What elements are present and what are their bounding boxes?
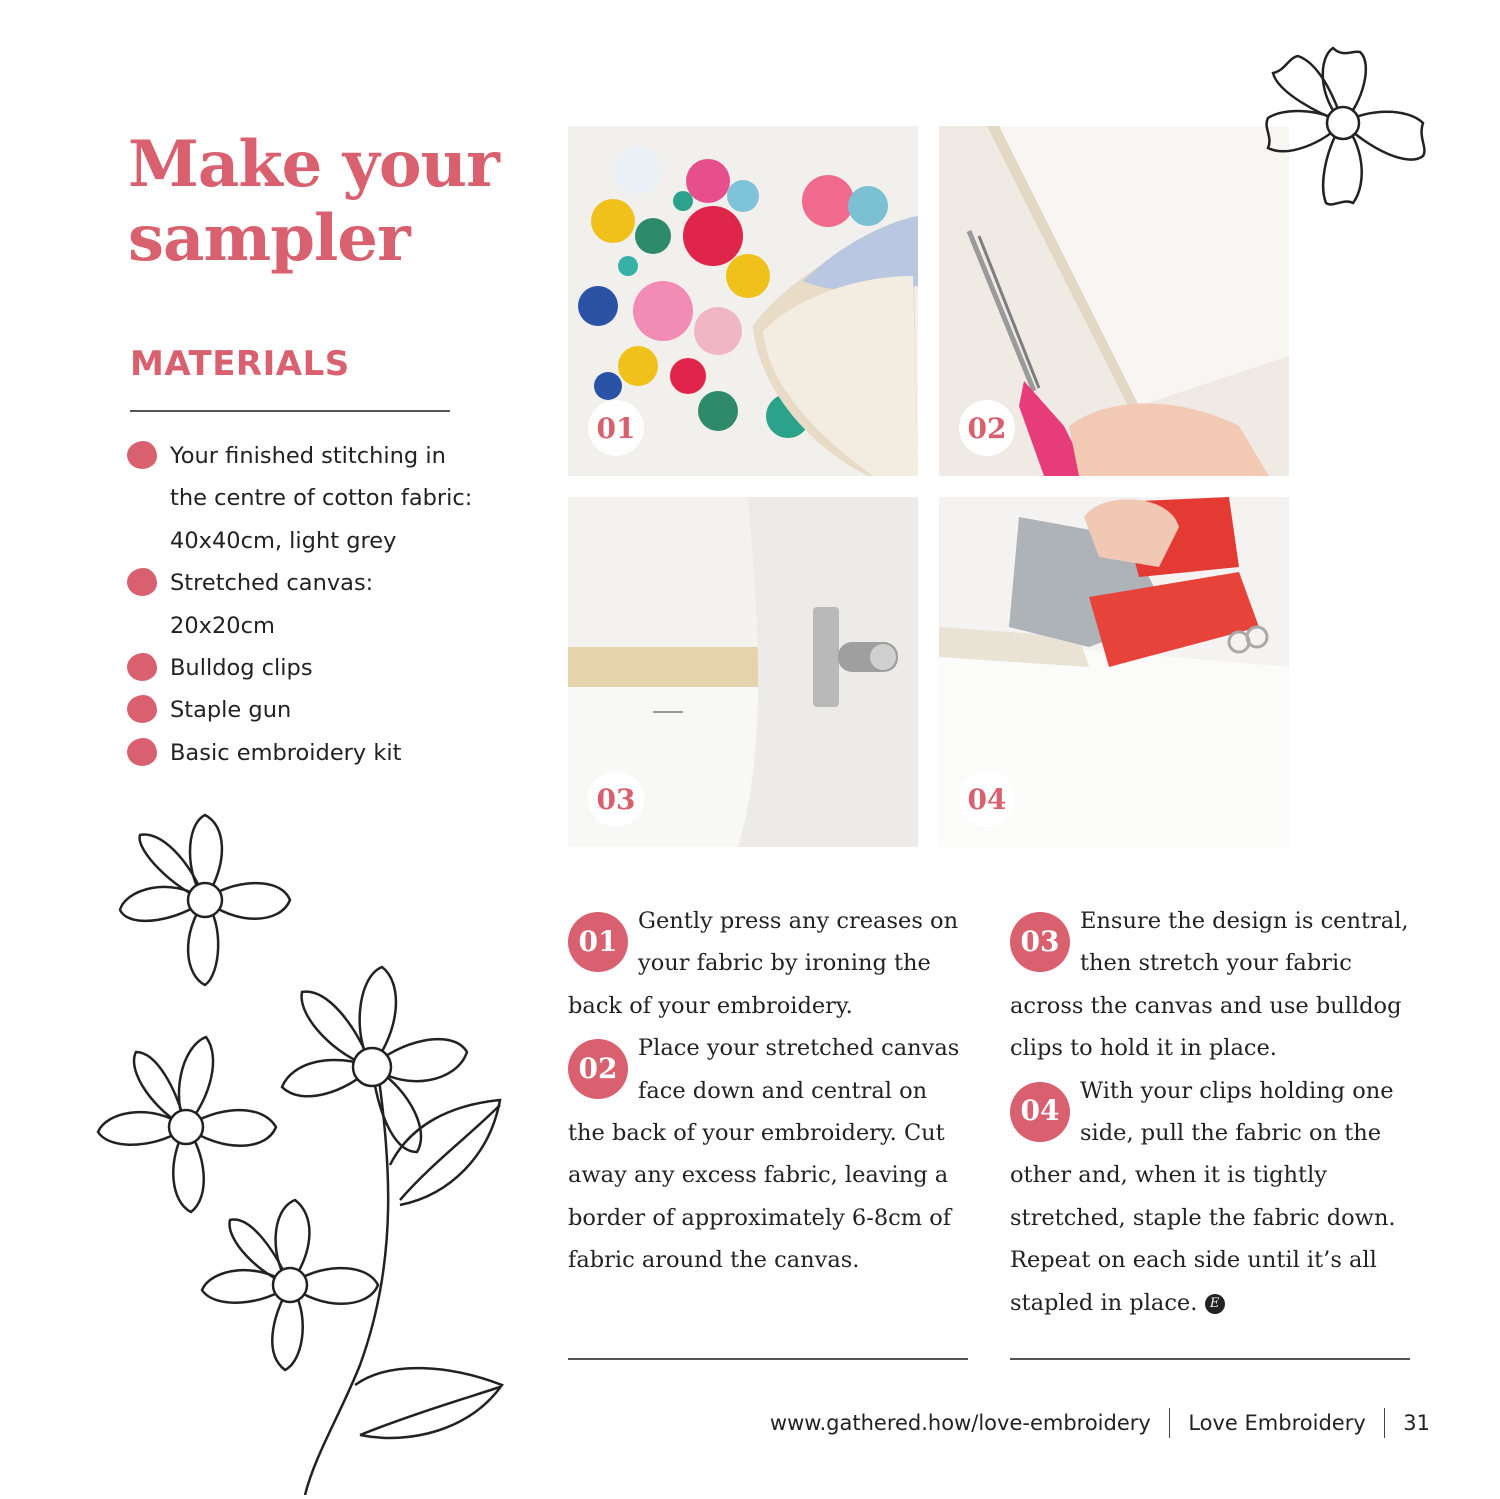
step-paragraph-04 — [1010, 1070, 1410, 1324]
page-footer — [770, 1408, 1430, 1438]
steps-column-right — [1010, 900, 1410, 1324]
step-text: With your clips holding one side, pull the fabric on the other and, when it is tightly stretched, staple the fabric down. Repeat on each side until it’s all stapled in place. — [1010, 1077, 1396, 1316]
step-number-badge: 02 — [568, 1039, 628, 1099]
photo-number-badge: 01 — [588, 400, 644, 456]
step-text: Gently press any creases on your fabric by ironing the back of your embroidery. — [568, 908, 959, 1019]
photo-number-badge: 04 — [959, 771, 1015, 827]
flower-doodle-icon — [1248, 38, 1438, 218]
footer-page-number: 31 — [1403, 1411, 1430, 1435]
list-item — [124, 689, 484, 731]
step-paragraph-02 — [568, 1027, 968, 1281]
title-line-2: sampler — [128, 201, 410, 276]
flower-bouquet-doodle-icon — [90, 805, 520, 1495]
bullet-icon — [127, 738, 157, 766]
step-text: Ensure the design is central, then stretch your fabric across the canvas and use bulldog clips to hold it in place. — [1010, 908, 1409, 1062]
step-number-badge: 01 — [568, 912, 628, 972]
steps-column-left — [568, 900, 968, 1282]
materials-list — [124, 435, 484, 774]
materials-item-text: Staple gun — [170, 697, 292, 724]
step-paragraph-03 — [1010, 900, 1410, 1070]
materials-heading: MATERIALS — [130, 344, 350, 384]
bullet-icon — [127, 568, 157, 596]
materials-item-text: Your finished stitching in the centre of cotton fabric: 40x40cm, light grey — [170, 443, 473, 554]
list-item — [124, 435, 484, 562]
list-item — [124, 647, 484, 689]
list-item — [124, 562, 484, 647]
footer-magazine-name: Love Embroidery — [1188, 1411, 1366, 1435]
materials-divider — [130, 410, 450, 412]
footer-separator — [1384, 1408, 1386, 1438]
page-title — [128, 128, 499, 276]
footer-separator — [1169, 1408, 1171, 1438]
bullet-icon — [127, 653, 157, 681]
materials-item-text: Bulldog clips — [170, 655, 313, 682]
photo-number-badge: 02 — [959, 400, 1015, 456]
photo-step-01 — [568, 126, 918, 476]
materials-item-text: Basic embroidery kit — [170, 739, 402, 766]
bottom-divider-right — [1010, 1358, 1410, 1360]
list-item — [124, 732, 484, 774]
step-number-badge: 04 — [1010, 1082, 1070, 1142]
photo-step-03 — [568, 497, 918, 847]
step-paragraph-01 — [568, 900, 968, 1027]
bullet-icon — [127, 695, 157, 723]
photo-step-04 — [939, 497, 1289, 847]
step-number-badge: 03 — [1010, 912, 1070, 972]
materials-item-text: Stretched canvas: 20x20cm — [170, 570, 374, 639]
bullet-icon — [127, 441, 157, 469]
footer-url: www.gathered.how/love-embroidery — [769, 1411, 1151, 1435]
end-mark-icon: E — [1205, 1294, 1225, 1314]
step-text: Place your stretched canvas face down and central on the back of your embroidery. Cut away any excess fabric, leaving a border of approximately 6-8cm of fabric around the canvas. — [568, 1035, 960, 1274]
photo-number-badge: 03 — [588, 771, 644, 827]
bottom-divider-left — [568, 1358, 968, 1360]
title-line-1: Make your — [128, 127, 499, 202]
photo-step-02 — [939, 126, 1289, 476]
